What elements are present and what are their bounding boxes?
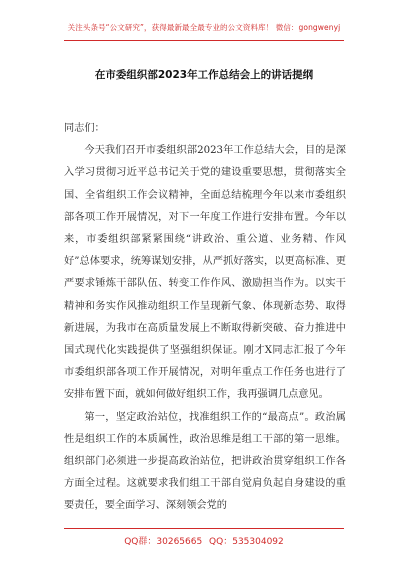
- document-title: 在市委组织部2023年工作总结会上的讲话提纲: [94, 69, 314, 81]
- document-body: [64, 118, 346, 518]
- paragraph-1: 今天我们召开市委组织部2023年工作总结大会，目的是深入学习贯彻习近平总书记关于党的建设重要思想，贯彻落实全国、全省组织工作会议精神，全面总结梳理今年以来市委组织部各项工作开展情况，对下一年度工作进行安排布置。今年以来，市委组织部紧紧围绕“讲政治、重公道、业务精、作风好”总体要求，统筹谋划安排，从严抓好落实，以更高标准、更严要求锤炼干部队伍、转变工作作风、激励担当作为。以实干精神和务实作风推动组织工作呈现新气象、体现新态势、取得新进展，为我市在高质量发展上不断取得新突破、奋力推进中国式现代化实践提供了坚强组织保证。刚才X同志汇报了今年市委组织部各项工作开展情况，对明年重点工作任务也进行了安排布置下面，就如何做好组织工作，我再强调几点意见。: [64, 145, 346, 401]
- footer-divider: [64, 528, 344, 529]
- header-banner: 关注头条号“公文研究”，获得最新最全最专业的公文资料库！ 微信：gongwenyj: [67, 23, 341, 32]
- footer-contact: QQ群：30265665 QQ：535304092: [124, 537, 284, 547]
- header-divider: [64, 40, 344, 41]
- salutation: 同志们：: [64, 123, 105, 134]
- paragraph-2: 第一，坚定政治站位，找准组织工作的“最高点”。政治属性是组织工作的本质属性，政治思维是组工干部的第一思维。组织部门必须进一步提高政治站位，把讲政治贯穿组织工作各方面全过程。这就要求我们组工干部自觉肩负起自身建设的重要责任，要全面学习、深刻领会党的: [64, 411, 346, 512]
